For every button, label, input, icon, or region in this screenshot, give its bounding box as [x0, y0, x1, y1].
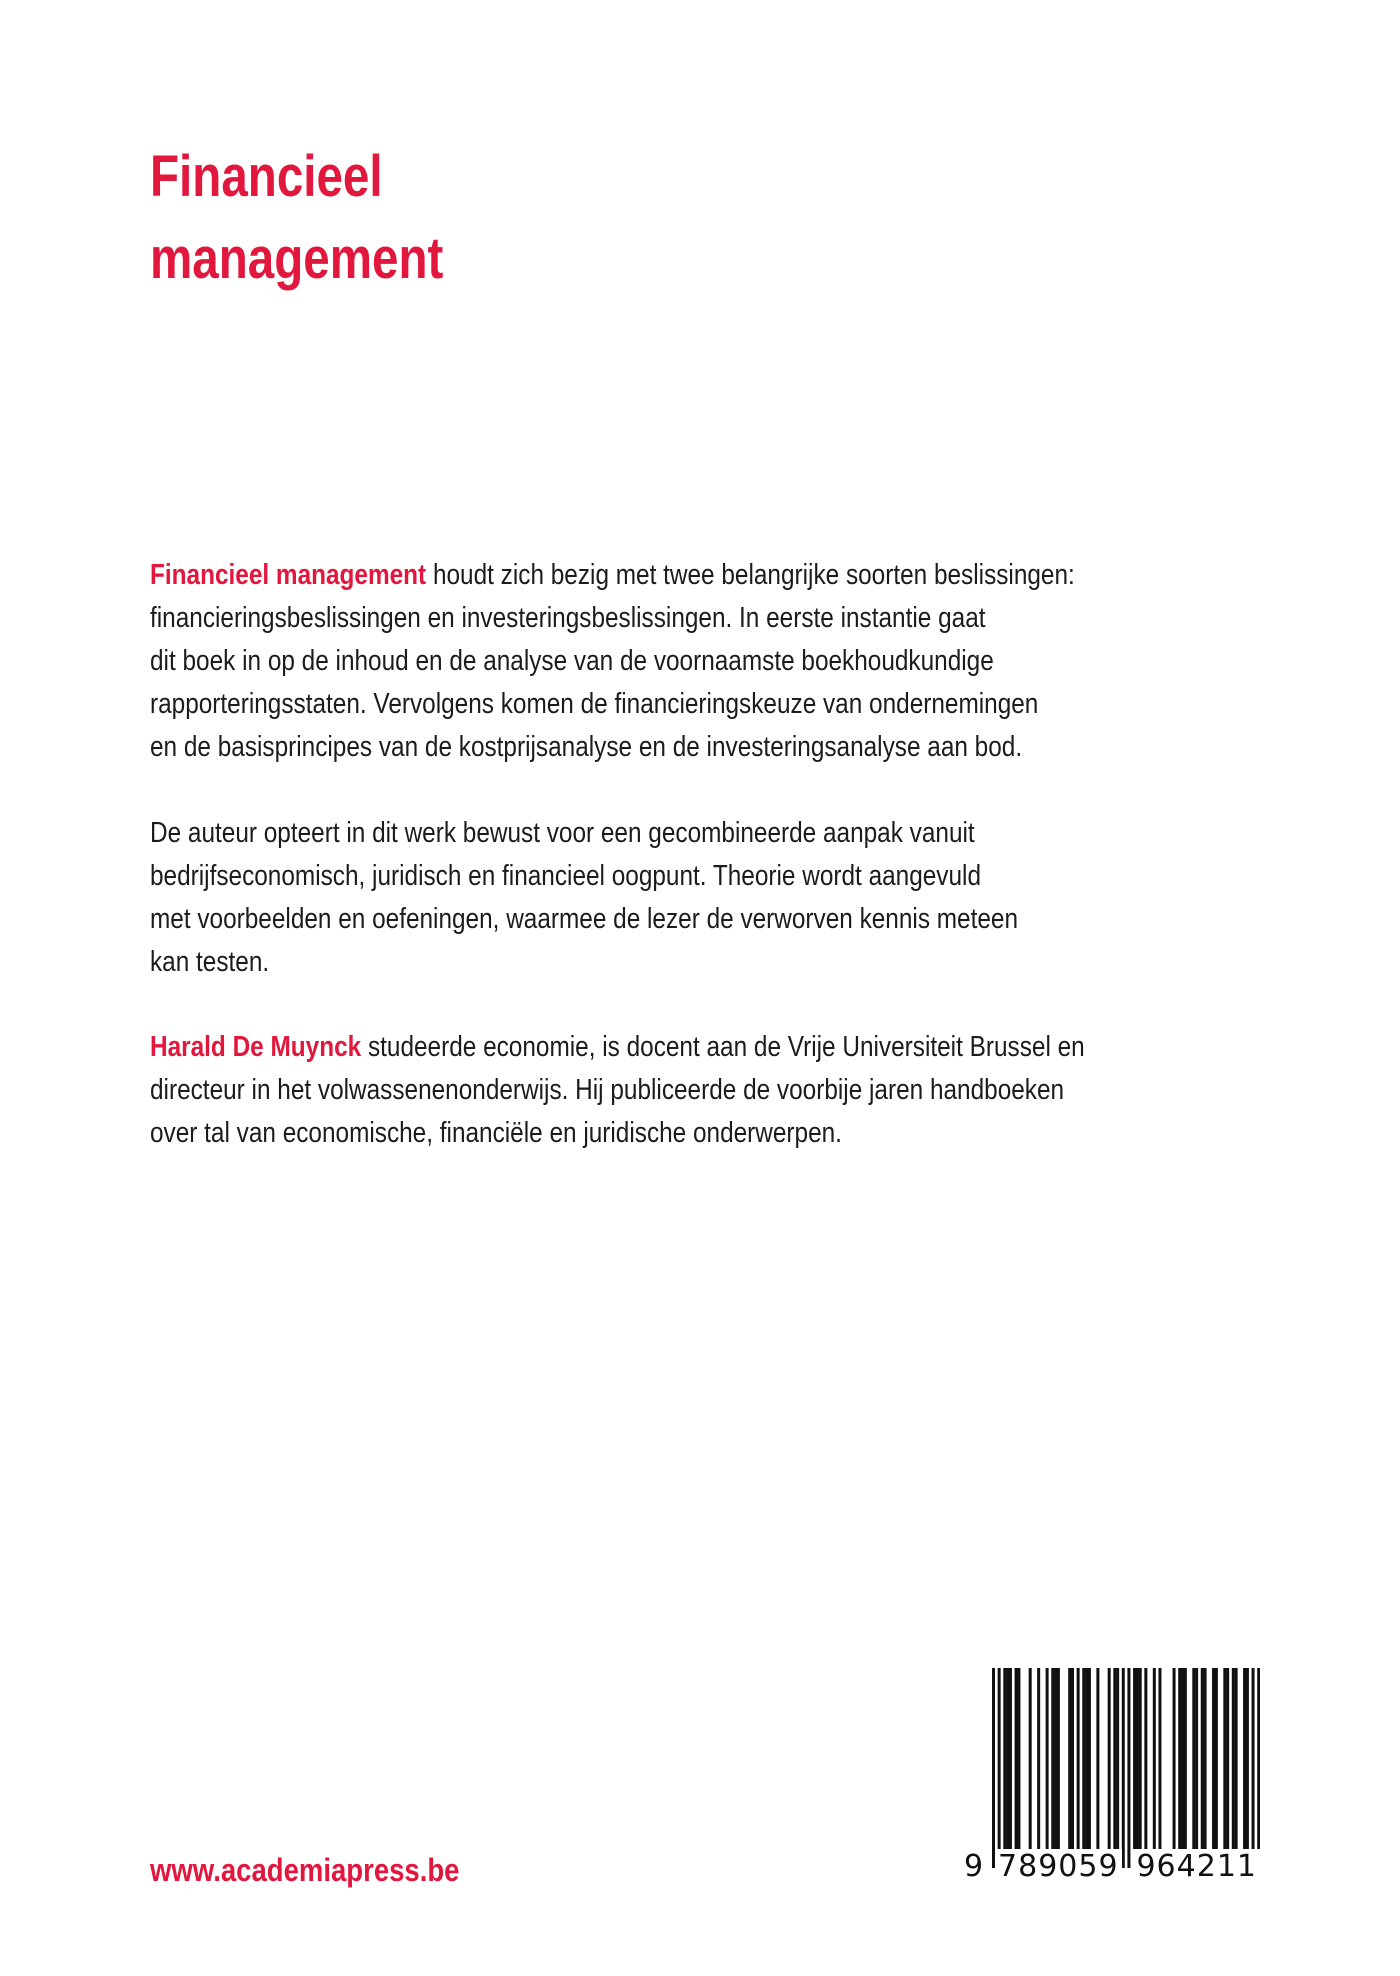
- isbn-barcode: [964, 1668, 1260, 1884]
- barcode-bar: [1088, 1668, 1091, 1850]
- barcode-bar: [1181, 1668, 1184, 1850]
- barcode-bar: [1122, 1668, 1125, 1868]
- description-line: en de basisprincipes van de kostprijsanalyse en de investeringsanalyse aan bod.: [150, 731, 1023, 763]
- barcode-digit-group-1: 789059: [995, 1849, 1122, 1884]
- description-line: [150, 554, 1183, 597]
- barcode-bar: [1257, 1668, 1260, 1868]
- barcode-bar: [1139, 1668, 1142, 1850]
- author-name: Harald De Muynck: [150, 1031, 362, 1063]
- author-bio: [150, 1026, 1183, 1155]
- barcode-bar: [1085, 1668, 1088, 1850]
- barcode-bar: [1235, 1668, 1238, 1850]
- barcode-bar: [1178, 1668, 1181, 1850]
- barcode-bar: [992, 1668, 995, 1868]
- barcode-bar: [1037, 1668, 1040, 1850]
- author-bio-line: over tal van economische, financiële en juridische onderwerpen.: [150, 1117, 842, 1149]
- description-paragraph-2: [150, 812, 1183, 984]
- description-line: De auteur opteert in dit werk bewust voor een gecombineerde aanpak vanuit: [150, 817, 975, 849]
- description-line: kan testen.: [150, 946, 270, 978]
- barcode-bar: [1192, 1668, 1195, 1850]
- barcode-bar: [1204, 1668, 1207, 1850]
- barcode-bar: [1113, 1668, 1116, 1850]
- publisher-website[interactable]: www.academiapress.be: [150, 1852, 460, 1888]
- description-text: houdt zich bezig met twee belangrijke soorten beslissingen:: [426, 559, 1075, 591]
- description-line: financieringsbeslissingen en investeringsbeslissingen. In eerste instantie gaat: [150, 602, 986, 634]
- barcode-bar: [1127, 1668, 1130, 1868]
- barcode-bar: [1108, 1668, 1111, 1850]
- barcode-bar: [1158, 1668, 1161, 1850]
- barcode-bar: [1173, 1668, 1176, 1850]
- barcode-bar: [1017, 1668, 1020, 1850]
- barcode-bar: [1252, 1668, 1255, 1868]
- barcode-bar: [1232, 1668, 1235, 1850]
- title-highlight: Financieel management: [150, 559, 427, 591]
- barcode-bar: [1046, 1668, 1049, 1850]
- author-bio-line: [150, 1026, 1183, 1069]
- barcode-bar: [1133, 1668, 1136, 1850]
- barcode-bar: [1054, 1668, 1057, 1850]
- barcode-bar: [1057, 1668, 1060, 1850]
- book-title: [150, 136, 443, 300]
- description-line: rapporteringsstaten. Vervolgens komen de financieringskeuze van ondernemingen: [150, 688, 1039, 720]
- barcode-bar: [1116, 1668, 1119, 1850]
- barcode-bar: [1068, 1668, 1071, 1850]
- description-line: bedrijfseconomisch, juridisch en financieel oogpunt. Theorie wordt aangevuld: [150, 860, 982, 892]
- barcode-bar: [1215, 1668, 1218, 1850]
- barcode-bar: [1003, 1668, 1006, 1850]
- barcode-bars: [992, 1668, 1260, 1868]
- barcode-bar: [1009, 1668, 1012, 1850]
- barcode-bar: [1153, 1668, 1156, 1850]
- barcode-bar: [998, 1668, 1001, 1868]
- barcode-bar: [1144, 1668, 1147, 1850]
- barcode-bar: [1006, 1668, 1009, 1850]
- author-bio-line: directeur in het volwassenenonderwijs. Hij publiceerde de voorbije jaren handboeken: [150, 1074, 1065, 1106]
- author-bio-text: studeerde economie, is docent aan de Vrije Universiteit Brussel en: [361, 1031, 1085, 1063]
- barcode-bar: [1096, 1668, 1099, 1850]
- barcode-bar: [1201, 1668, 1204, 1850]
- barcode-bar: [1212, 1668, 1215, 1850]
- barcode-bar: [1246, 1668, 1249, 1850]
- barcode-bar: [1082, 1668, 1085, 1850]
- barcode-bar: [1029, 1668, 1032, 1850]
- barcode-digits: [964, 1848, 1260, 1884]
- barcode-digit-group-2: 964211: [1133, 1849, 1260, 1884]
- barcode-bar: [1184, 1668, 1187, 1850]
- book-title-line-1: Financieel: [150, 144, 383, 209]
- description-paragraph-1: [150, 554, 1183, 769]
- barcode-bar: [1015, 1668, 1018, 1850]
- barcode-bar: [1226, 1668, 1229, 1850]
- barcode-lead-digit: 9: [964, 1848, 984, 1884]
- barcode-bar: [1243, 1668, 1246, 1850]
- barcode-bar: [1077, 1668, 1080, 1850]
- barcode-bar: [1051, 1668, 1054, 1850]
- description-line: dit boek in op de inhoud en de analyse van de voornaamste boekhoudkundige: [150, 645, 994, 677]
- barcode-bar: [1223, 1668, 1226, 1850]
- barcode-bar: [1136, 1668, 1139, 1850]
- description-line: met voorbeelden en oefeningen, waarmee de lezer de verworven kennis meteen: [150, 903, 1019, 935]
- barcode-bar: [1071, 1668, 1074, 1850]
- book-title-line-2: management: [150, 226, 444, 291]
- barcode-bar: [1195, 1668, 1198, 1850]
